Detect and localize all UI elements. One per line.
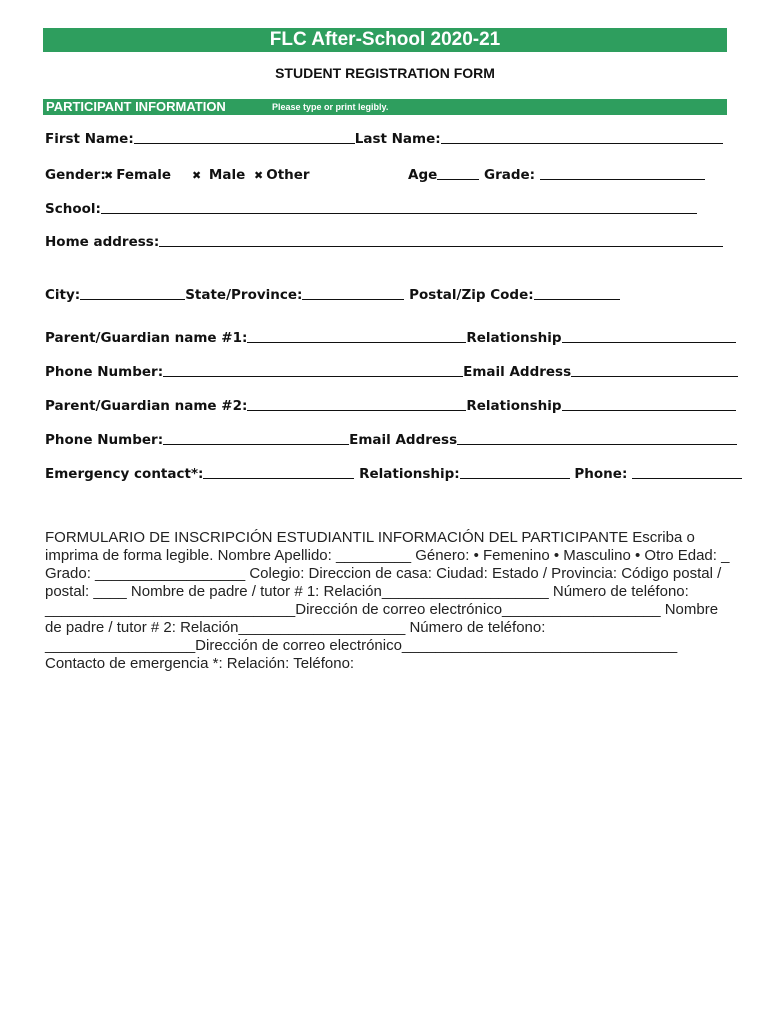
checkbox-icon[interactable]: ✖ [104,169,114,182]
gender-option-female[interactable] [104,167,171,183]
school-label: School: [45,201,101,217]
guardian2-input-line[interactable] [247,409,466,411]
first-name-row [45,131,723,147]
email2-label: Email Address [349,432,458,448]
gender-option-male[interactable] [192,167,245,183]
postal-label: Postal/Zip Code: [409,287,534,303]
city-input-line[interactable] [80,298,185,300]
school-input-line[interactable] [101,212,697,214]
female-label: Female [116,167,172,183]
email1-label: Email Address [463,364,572,380]
form-subtitle: STUDENT REGISTRATION FORM [275,65,495,81]
email1-input-line[interactable] [571,375,738,377]
state-label: State/Province: [185,287,303,303]
first-name-label: First Name: [45,131,134,147]
school-row [45,201,697,217]
emergency-relationship-input-line[interactable] [460,477,570,479]
spanish-translation: FORMULARIO DE INSCRIPCIÓN ESTUDIANTIL INFORMACIÓN DEL PARTICIPANTE Escriba o imprima de forma legible. Nombre Apellido: _________ Género: • Femenino • Masculino • Otro Edad: _ Grado: __________________ Colegio: Direccion de casa: Ciudad: Estado / Provincia: Código postal / postal: ____ Nombre de padre / tutor # 1: Relación____________________ Número de teléfono: ______________________________Dirección de correo electrónico___________________ Nombre de padre / tutor # 2: Relación____________________ Número de teléfono: __________________Dirección de correo electrónico_________________________________ Contacto de emergencia *: Relación: Teléfono: [45,529,730,672]
section-note: Please type or print legibly. [272,102,389,112]
emergency-input-line[interactable] [203,477,354,479]
home-address-row [45,234,723,250]
last-name-input-line[interactable] [441,142,723,144]
phone2-label: Phone Number: [45,432,164,448]
guardian1-label: Parent/Guardian name #1: [45,330,248,346]
last-name-label: Last Name: [354,131,441,147]
guardian2-row [45,398,736,414]
city-row [45,287,620,303]
age-label: Age [408,167,438,183]
relationship2-label: Relationship [466,398,562,414]
gender-option-other[interactable] [254,167,310,183]
phone1-input-line[interactable] [163,375,463,377]
city-label: City: [45,287,81,303]
phone1-label: Phone Number: [45,364,164,380]
home-address-label: Home address: [45,234,160,250]
section-title: PARTICIPANT INFORMATION [46,99,226,114]
postal-input-line[interactable] [534,298,620,300]
emergency-phone-label: Phone: [574,466,628,482]
phone2-row [45,432,737,448]
section-header [43,99,727,115]
grade-label: Grade: [483,167,536,183]
emergency-row [45,466,742,482]
guardian2-label: Parent/Guardian name #2: [45,398,248,414]
guardian1-row [45,330,736,346]
phone2-input-line[interactable] [163,443,349,445]
checkbox-icon[interactable]: ✖ [192,169,202,182]
phone1-row [45,364,738,380]
emergency-relationship-label: Relationship: [359,466,460,482]
email2-input-line[interactable] [457,443,737,445]
state-input-line[interactable] [302,298,404,300]
gender-label: Gender: [45,167,106,183]
emergency-phone-input-line[interactable] [632,477,742,479]
male-label: Male [208,167,246,183]
home-address-input-line[interactable] [159,245,723,247]
relationship1-input-line[interactable] [562,341,736,343]
relationship2-input-line[interactable] [562,409,736,411]
guardian1-input-line[interactable] [247,341,466,343]
relationship1-label: Relationship [466,330,562,346]
emergency-label: Emergency contact*: [45,466,204,482]
grade-input-line[interactable] [540,178,705,180]
age-grade-row [408,167,705,183]
form-title: FLC After-School 2020-21 [43,28,727,52]
checkbox-icon[interactable]: ✖ [254,169,264,182]
age-input-line[interactable] [437,178,479,180]
other-label: Other [266,167,310,183]
first-name-input-line[interactable] [134,142,355,144]
